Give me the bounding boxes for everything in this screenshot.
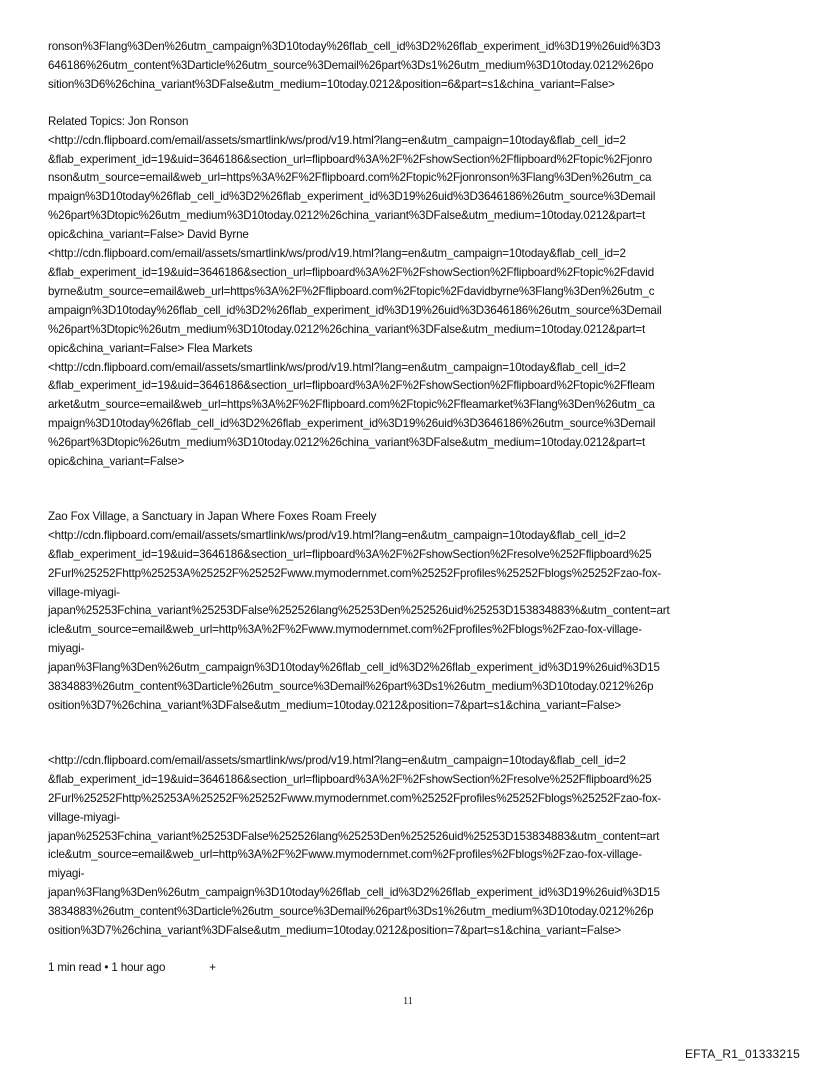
article-meta-row [48, 959, 772, 978]
spacer [48, 941, 772, 959]
image-link-line[interactable]: village-miyagi- [48, 810, 120, 824]
text-line: 646186%26utm_content%3Darticle%26utm_source%3Demail%26part%3Ds1%26utm_medium%3D10today.0212%26po [48, 58, 654, 72]
spacer [48, 472, 772, 508]
text-line: ronson%3Flang%3Den%26utm_campaign%3D10today%26flab_cell_id%3D2%26flab_experiment_id%3D19%26uid%3D3 [48, 40, 661, 53]
topic-link-line[interactable]: <http://cdn.flipboard.com/email/assets/smartlink/ws/prod/v19.html?lang=en&utm_campaign=10today&flab_cell_id=2 [48, 133, 626, 147]
image-link-line[interactable]: <http://cdn.flipboard.com/email/assets/smartlink/ws/prod/v19.html?lang=en&utm_campaign=10today&flab_cell_id=2 [48, 753, 626, 767]
topic-link-line[interactable]: arket&utm_source=email&web_url=https%3A%2F%2Fflipboard.com%2Ftopic%2Ffleamarket%3Flang%3Den%26utm_ca [48, 398, 655, 412]
topic-link-line[interactable]: &flab_experiment_id=19&uid=3646186&section_url=flipboard%3A%2F%2FshowSection%2Fflipboard%2Ftopic%2Fjonro [48, 152, 653, 166]
topic-link-line[interactable]: opic&china_variant=False> Flea Markets [48, 341, 253, 355]
image-link-block[interactable] [48, 752, 772, 941]
topic-link-line[interactable]: <http://cdn.flipboard.com/email/assets/smartlink/ws/prod/v19.html?lang=en&utm_campaign=10today&flab_cell_id=2 [48, 247, 626, 261]
read-time-info: 1 min read • 1 hour ago [48, 960, 166, 974]
intro-link-block[interactable] [48, 38, 772, 95]
topic-link-line[interactable]: byrne&utm_source=email&web_url=https%3A%2F%2Fflipboard.com%2Ftopic%2Fdavidbyrne%3Flang%3Den%26utm_c [48, 284, 655, 298]
article-link-line[interactable]: japan%3Flang%3Den%26utm_campaign%3D10today%26flab_cell_id%3D2%26flab_experiment_id%3D19%26uid%3D15 [48, 661, 660, 675]
topic-link-line[interactable]: %26part%3Dtopic%26utm_medium%3D10today.0212%26china_variant%3DFalse&utm_medium=10today.0212&part=t [48, 436, 646, 450]
topic-link-line[interactable]: mpaign%3D10today%26flab_cell_id%3D2%26flab_experiment_id%3D19%26uid%3D3646186%26utm_source%3Demail [48, 417, 656, 431]
topic-link-line[interactable]: opic&china_variant=False> David Byrne [48, 228, 249, 242]
document-id: EFTA_R1_01333215 [684, 1047, 800, 1061]
topic-link-line[interactable]: &flab_experiment_id=19&uid=3646186&section_url=flipboard%3A%2F%2FshowSection%2Fflipboard%2Ftopic%2Ffleam [48, 379, 655, 393]
topic-link-line[interactable]: %26part%3Dtopic%26utm_medium%3D10today.0212%26china_variant%3DFalse&utm_medium=10today.0212&part=t [48, 209, 646, 223]
plus-icon[interactable]: + [209, 960, 216, 974]
image-link-line[interactable]: osition%3D7%26china_variant%3DFalse&utm_medium=10today.0212&position=7&part=s1&china_variant=False> [48, 924, 622, 938]
article-link-line[interactable]: miyagi- [48, 642, 85, 656]
text-line: sition%3D6%26china_variant%3DFalse&utm_medium=10today.0212&position=6&part=s1&china_variant=False> [48, 77, 615, 91]
spacer [48, 716, 772, 752]
image-link-line[interactable]: 3834883%26utm_content%3Darticle%26utm_source%3Demail%26part%3Ds1%26utm_medium%3D10today.0212%26p [48, 905, 654, 919]
article-link-line[interactable]: 3834883%26utm_content%3Darticle%26utm_source%3Demail%26part%3Ds1%26utm_medium%3D10today.0212%26p [48, 680, 654, 694]
article-link-line[interactable]: icle&utm_source=email&web_url=http%3A%2F%2Fwww.mymodernmet.com%2Fprofiles%2Fblogs%2Fzao-fox-village- [48, 623, 642, 637]
article-title[interactable]: Zao Fox Village, a Sanctuary in Japan Where Foxes Roam Freely [48, 509, 377, 523]
topic-link-line[interactable]: %26part%3Dtopic%26utm_medium%3D10today.0212%26china_variant%3DFalse&utm_medium=10today.0212&part=t [48, 322, 646, 336]
image-link-line[interactable]: japan%3Flang%3Den%26utm_campaign%3D10today%26flab_cell_id%3D2%26flab_experiment_id%3D19%26uid%3D15 [48, 886, 660, 900]
spacer [48, 95, 772, 113]
image-link-line[interactable]: miyagi- [48, 867, 85, 881]
image-link-line[interactable]: icle&utm_source=email&web_url=http%3A%2F%2Fwww.mymodernmet.com%2Fprofiles%2Fblogs%2Fzao-fox-village- [48, 848, 642, 862]
article-link-line[interactable]: japan%25253Fchina_variant%25253DFalse%252526lang%25253Den%252526uid%25253D153834883%&utm_content=art [48, 604, 670, 618]
topic-link-line[interactable]: nson&utm_source=email&web_url=https%3A%2F%2Fflipboard.com%2Ftopic%2Fjonronson%3Flang%3Den%26utm_ca [48, 171, 652, 185]
email-body [48, 38, 772, 978]
related-topics-heading: Related Topics: Jon Ronson [48, 114, 189, 128]
article-link-line[interactable]: village-miyagi- [48, 585, 120, 599]
image-link-line[interactable]: &flab_experiment_id=19&uid=3646186&section_url=flipboard%3A%2F%2FshowSection%2Fresolve%252Fflipboard%25 [48, 772, 652, 786]
topic-link-line[interactable]: ampaign%3D10today%26flab_cell_id%3D2%26flab_experiment_id%3D19%26uid%3D3646186%26utm_source%3Demail [48, 303, 662, 317]
page-number: 11 [403, 996, 413, 1007]
article-link-line[interactable]: &flab_experiment_id=19&uid=3646186&section_url=flipboard%3A%2F%2FshowSection%2Fresolve%252Fflipboard%25 [48, 547, 652, 561]
article-link-line[interactable]: osition%3D7%26china_variant%3DFalse&utm_medium=10today.0212&position=7&part=s1&china_variant=False> [48, 699, 622, 712]
article-block[interactable] [48, 508, 772, 716]
image-link-line[interactable]: japan%25253Fchina_variant%25253DFalse%252526lang%25253Den%252526uid%25253D153834883&utm_content=art [48, 829, 660, 843]
topic-link-line[interactable]: <http://cdn.flipboard.com/email/assets/smartlink/ws/prod/v19.html?lang=en&utm_campaign=10today&flab_cell_id=2 [48, 360, 626, 374]
topic-link-line[interactable]: opic&china_variant=False> [48, 455, 185, 469]
related-topics-block[interactable] [48, 113, 772, 472]
article-link-line[interactable]: 2Furl%25252Fhttp%25253A%25252F%25252Fwww.mymodernmet.com%25252Fprofiles%25252Fblogs%25252Fzao-fox- [48, 566, 661, 580]
image-link-line[interactable]: 2Furl%25252Fhttp%25253A%25252F%25252Fwww.mymodernmet.com%25252Fprofiles%25252Fblogs%25252Fzao-fox- [48, 791, 661, 805]
topic-link-line[interactable]: mpaign%3D10today%26flab_cell_id%3D2%26flab_experiment_id%3D19%26uid%3D3646186%26utm_source%3Demail [48, 190, 656, 204]
topic-link-line[interactable]: &flab_experiment_id=19&uid=3646186&section_url=flipboard%3A%2F%2FshowSection%2Fflipboard%2Ftopic%2Fdavid [48, 265, 655, 279]
article-link-line[interactable]: <http://cdn.flipboard.com/email/assets/smartlink/ws/prod/v19.html?lang=en&utm_campaign=10today&flab_cell_id=2 [48, 528, 626, 542]
